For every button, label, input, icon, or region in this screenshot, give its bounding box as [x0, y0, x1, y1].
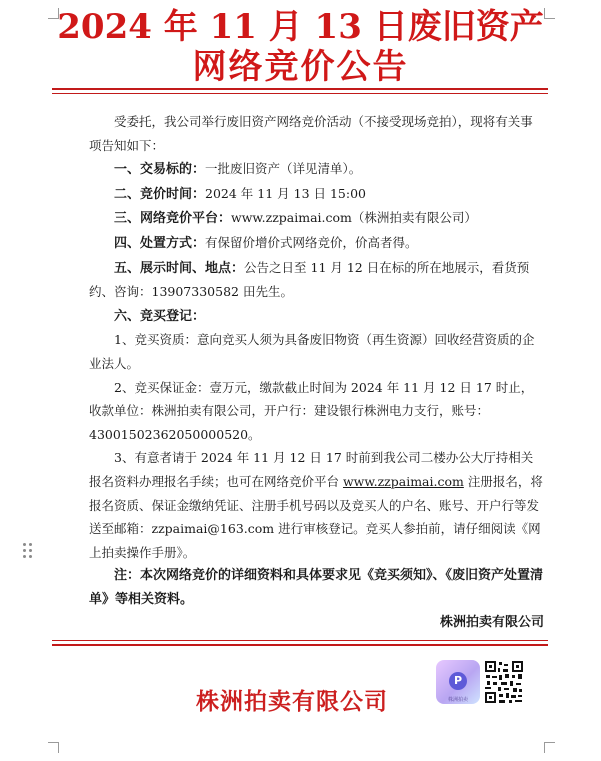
item-heading: 五、展示时间、地点： [114, 260, 245, 276]
title-line-2: 网络竞价公告 [192, 47, 409, 87]
item-text: 2024 年 11 月 13 日 15:00 [205, 185, 367, 201]
footer-rule-thick [52, 644, 548, 646]
item-heading: 四、处置方式： [114, 235, 206, 251]
paimai-logo-icon: P [449, 672, 467, 690]
margin-corner-bottom-left [48, 742, 59, 753]
wechat-mini-program-code [436, 660, 480, 704]
footer-company-name: 株洲拍卖有限公司 [196, 688, 388, 715]
item-text: 有保留价增价式网络竞价，价高者得。 [205, 234, 418, 250]
item-heading: 一、交易标的： [114, 162, 206, 178]
procedure-text-a: 3、有意者请于 2024 年 11 月 12 日 17 时前到我公司二楼办公大厅持相关报名资料办理报名手续；也可在网络竞价平台 [89, 450, 534, 489]
header-rule-thick [52, 88, 548, 90]
registration-deposit: 2、竞买保证金：壹万元，缴款截止时间为 2024 年 11 月 12 日 17 时止，收款单位：株洲拍卖有限公司，开户行：建设银行株洲电力支行，账号：43001502362050000520。 [89, 379, 534, 442]
item-display-time-place [89, 256, 544, 304]
intro-paragraph: 受委托，我公司举行废旧资产网络竞价活动（不接受现场竞拍），现将有关事项告知如下： [89, 114, 533, 153]
item-heading: 六、竞买登记： [114, 308, 206, 324]
procedure-text-b: 注册报名，将报名资质、保证金缴纳凭证、注册手机号码以及竞买人的户名、账号、开户行等发送至邮箱：zzpaimai@163.com 进行审核登记。竞买人参拍前，请仔细阅读《网上拍卖操作手册》。 [89, 473, 543, 560]
section-registration-heading [89, 304, 544, 329]
header-rule-thin [52, 93, 548, 94]
title-line-1: 2024 年 11 月 13 日废旧资产 [57, 7, 544, 47]
platform-link[interactable]: www.zzpaimai.com [342, 473, 464, 489]
mini-program-caption: 株洲拍卖 [447, 697, 468, 703]
note-paragraph: 注：本次网络竞价的详细资料和具体要求见《竞买须知》、《废旧资产处置清单》等相关资料。 [89, 568, 544, 607]
item-bidding-time [89, 182, 544, 207]
item-heading: 三、网络竞价平台： [114, 211, 232, 227]
signature: 株洲拍卖有限公司 [439, 615, 544, 631]
item-disposal-method [89, 231, 544, 256]
item-text: www.zzpaimai.com（株洲拍卖有限公司） [231, 210, 477, 226]
drag-handle-icon[interactable] [22, 542, 34, 560]
qr-code-icon [484, 660, 524, 704]
notice-body [89, 110, 544, 635]
footer-rule-thin [52, 640, 548, 641]
item-transaction-target [89, 157, 544, 182]
item-heading: 二、竞价时间： [114, 186, 206, 202]
item-bidding-platform [89, 206, 544, 231]
item-text: 一批废旧资产（详见清单）。 [205, 161, 362, 177]
item-text: 公告之日至 11 月 12 日在标的所在地展示，看货预约、咨询：13907330582 田先生。 [89, 259, 530, 300]
margin-corner-bottom-right [544, 742, 555, 753]
registration-procedure [89, 446, 544, 564]
registration-qualification: 1、竞买资质：意向竞买人须为具备废旧物资（再生资源）回收经营资质的企业法人。 [89, 332, 535, 371]
